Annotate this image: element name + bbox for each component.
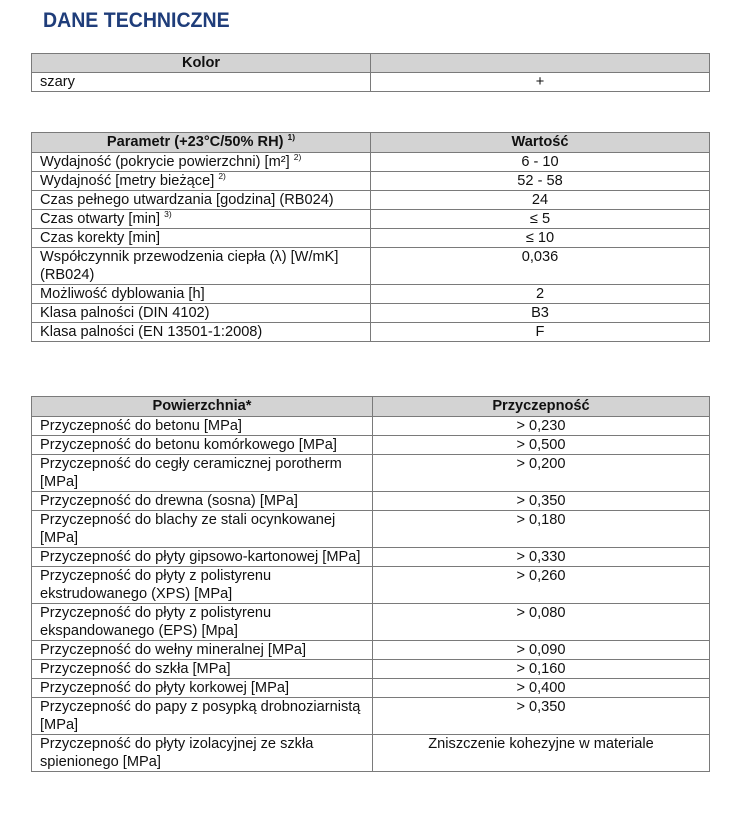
adhesion-value: > 0,200 bbox=[373, 455, 710, 492]
param-label bbox=[32, 172, 371, 191]
table-row bbox=[32, 248, 710, 285]
param-value: 2 bbox=[371, 285, 710, 304]
param-value: F bbox=[371, 323, 710, 342]
color-table-header-row bbox=[32, 54, 710, 73]
adhesion-table bbox=[31, 396, 710, 772]
table-row bbox=[32, 417, 710, 436]
table-row bbox=[32, 455, 710, 492]
table-row bbox=[32, 210, 710, 229]
table-row bbox=[32, 604, 710, 641]
param-label bbox=[32, 153, 371, 172]
color-value: + bbox=[371, 73, 710, 92]
surface-header: Powierzchnia* bbox=[32, 397, 373, 417]
table-row bbox=[32, 679, 710, 698]
adhesion-value: > 0,230 bbox=[373, 417, 710, 436]
param-value: ≤ 10 bbox=[371, 229, 710, 248]
table-row bbox=[32, 436, 710, 455]
param-label bbox=[32, 229, 371, 248]
adhesion-value: > 0,090 bbox=[373, 641, 710, 660]
table-row bbox=[32, 73, 710, 92]
params-table-header-row bbox=[32, 133, 710, 153]
table-row bbox=[32, 511, 710, 548]
adhesion-value: > 0,080 bbox=[373, 604, 710, 641]
param-label-text: Wydajność [metry bieżące] bbox=[40, 173, 215, 189]
table-row bbox=[32, 567, 710, 604]
surface-label: Przyczepność do płyty z polistyrenu ekstrudowanego (XPS) [MPa] bbox=[32, 567, 373, 604]
surface-label: Przyczepność do szkła [MPa] bbox=[32, 660, 373, 679]
adhesion-value: > 0,180 bbox=[373, 511, 710, 548]
table-row bbox=[32, 172, 710, 191]
param-value: 24 bbox=[371, 191, 710, 210]
adhesion-value: > 0,400 bbox=[373, 679, 710, 698]
adhesion-value: > 0,350 bbox=[373, 698, 710, 735]
surface-label: Przyczepność do płyty izolacyjnej ze szkła spienionego [MPa] bbox=[32, 735, 373, 772]
adhesion-table-header-row bbox=[32, 397, 710, 417]
surface-label: Przyczepność do papy z posypką drobnoziarnistą [MPa] bbox=[32, 698, 373, 735]
adhesion-header: Przyczepność bbox=[373, 397, 710, 417]
table-row bbox=[32, 492, 710, 511]
surface-label: Przyczepność do płyty korkowej [MPa] bbox=[32, 679, 373, 698]
page-title: DANE TECHNICZNE bbox=[43, 9, 230, 32]
adhesion-value: Zniszczenie kohezyjne w materiale bbox=[373, 735, 710, 772]
param-header bbox=[32, 133, 371, 153]
param-label-text: Współczynnik przewodzenia ciepła (λ) [W/mK] (RB024) bbox=[40, 249, 339, 283]
table-row bbox=[32, 304, 710, 323]
table-row bbox=[32, 735, 710, 772]
table-row bbox=[32, 153, 710, 172]
table-row bbox=[32, 641, 710, 660]
adhesion-value: > 0,160 bbox=[373, 660, 710, 679]
surface-label: Przyczepność do cegły ceramicznej porotherm [MPa] bbox=[32, 455, 373, 492]
adhesion-value: > 0,260 bbox=[373, 567, 710, 604]
surface-label: Przyczepność do betonu [MPa] bbox=[32, 417, 373, 436]
table-row bbox=[32, 191, 710, 210]
table-row bbox=[32, 229, 710, 248]
table-row bbox=[32, 285, 710, 304]
adhesion-value: > 0,350 bbox=[373, 492, 710, 511]
param-label bbox=[32, 248, 371, 285]
surface-label: Przyczepność do blachy ze stali ocynkowanej [MPa] bbox=[32, 511, 373, 548]
param-label-text: Czas otwarty [min] bbox=[40, 211, 161, 227]
param-label-text: Klasa palności (EN 13501-1:2008) bbox=[40, 324, 263, 340]
surface-label: Przyczepność do płyty gipsowo-kartonowej [MPa] bbox=[32, 548, 373, 567]
param-label-text: Wydajność (pokrycie powierzchni) [m²] bbox=[40, 154, 290, 170]
param-value: B3 bbox=[371, 304, 710, 323]
surface-label: Przyczepność do płyty z polistyrenu ekspandowanego (EPS) [Mpa] bbox=[32, 604, 373, 641]
surface-label: Przyczepność do wełny mineralnej [MPa] bbox=[32, 641, 373, 660]
color-header-empty bbox=[371, 54, 710, 73]
param-label bbox=[32, 210, 371, 229]
color-header: Kolor bbox=[32, 54, 371, 73]
param-label bbox=[32, 191, 371, 210]
param-label-text: Możliwość dyblowania [h] bbox=[40, 286, 205, 302]
param-value: 0,036 bbox=[371, 248, 710, 285]
param-label-text: Klasa palności (DIN 4102) bbox=[40, 305, 210, 321]
param-header-text: Parametr (+23°C/50% RH) bbox=[106, 134, 284, 150]
surface-label: Przyczepność do drewna (sosna) [MPa] bbox=[32, 492, 373, 511]
table-row bbox=[32, 548, 710, 567]
table-row bbox=[32, 660, 710, 679]
value-header: Wartość bbox=[371, 133, 710, 153]
color-table bbox=[31, 53, 710, 92]
adhesion-value: > 0,330 bbox=[373, 548, 710, 567]
param-label bbox=[32, 304, 371, 323]
param-value: 6 - 10 bbox=[371, 153, 710, 172]
param-label bbox=[32, 285, 371, 304]
table-row bbox=[32, 698, 710, 735]
param-header-note: 1) bbox=[287, 132, 296, 142]
param-value: ≤ 5 bbox=[371, 210, 710, 229]
param-footnote: 2) bbox=[218, 171, 226, 181]
param-value: 52 - 58 bbox=[371, 172, 710, 191]
param-footnote: 3) bbox=[164, 209, 172, 219]
param-label-text: Czas korekty [min] bbox=[40, 230, 161, 246]
surface-label: Przyczepność do betonu komórkowego [MPa] bbox=[32, 436, 373, 455]
params-table bbox=[31, 132, 710, 342]
param-footnote: 2) bbox=[293, 152, 302, 162]
table-row bbox=[32, 323, 710, 342]
adhesion-value: > 0,500 bbox=[373, 436, 710, 455]
param-label bbox=[32, 323, 371, 342]
param-label-text: Czas pełnego utwardzania [godzina] (RB024) bbox=[40, 192, 334, 208]
color-label: szary bbox=[32, 73, 371, 92]
